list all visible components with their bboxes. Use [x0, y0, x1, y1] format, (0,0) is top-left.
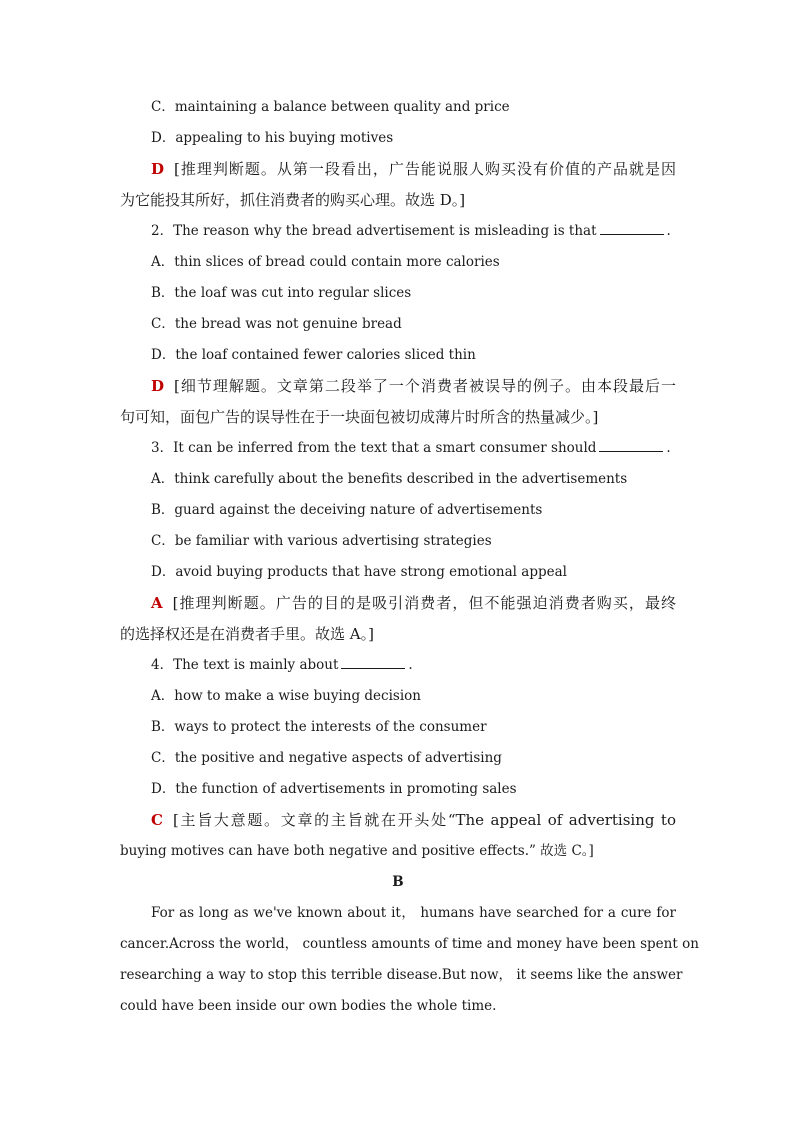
q3-explanation: [120, 588, 676, 619]
q3-stem: [120, 433, 676, 464]
q3-stem-text: 3．It can be inferred from the text that a smart consumer should: [151, 440, 597, 456]
q1-answer: D: [151, 160, 165, 178]
q4-option-a: A．how to make a wise buying decision: [151, 688, 421, 704]
q4-stem-period: .: [408, 657, 413, 673]
q2-stem-text: 2．The reason why the bread advertisement is misleading is that: [151, 223, 597, 239]
q2-option-d: D．the loaf contained fewer calories sliced thin: [151, 347, 476, 363]
q4-stem-text: 4．The text is mainly about: [151, 657, 339, 673]
q1-explanation-line2: 为它能投其所好，抓住消费者的购买心理。故选 D。]: [120, 191, 466, 209]
q2-option-c: C．the bread was not genuine bread: [151, 316, 402, 332]
q2-option-b: B．the loaf was cut into regular slices: [151, 285, 412, 301]
q4-explanation-line1: [主旨大意题。文章的主旨就在开头处“The appeal of advertising to: [172, 811, 676, 829]
q3-answer-blank: [599, 439, 663, 452]
q4-option-d: D．the function of advertisements in promoting sales: [151, 781, 517, 797]
paragraph-line-3: researching a way to stop this terrible disease.But now， it seems like the answer: [120, 967, 683, 983]
q4-option-b: B．ways to protect the interests of the consumer: [151, 719, 487, 735]
q4-answer-blank: [341, 656, 405, 669]
q4-explanation-line2: buying motives can have both negative and positive effects.” 故选 C。]: [120, 843, 594, 859]
document-page: [120, 92, 699, 1022]
q3-stem-period: .: [666, 440, 671, 456]
paragraph-line-1: For as long as we've known about it， humans have searched for a cure for: [151, 905, 676, 921]
q2-stem: [120, 216, 676, 247]
q3-explanation-line2: 的选择权还是在消费者手里。故选 A。]: [120, 625, 374, 643]
q4-stem: [120, 650, 676, 681]
q4-explanation: [120, 805, 676, 836]
paragraph-line-4: could have been inside our own bodies the whole time.: [120, 998, 497, 1014]
q2-answer: D: [151, 377, 165, 395]
q1-option-d: D．appealing to his buying motives: [151, 130, 394, 146]
q2-explanation-line1: [细节理解题。文章第二段举了一个消费者被误导的例子。由本段最后一: [174, 377, 676, 395]
q3-answer: A: [151, 594, 163, 612]
q4-option-c: C．the positive and negative aspects of advertising: [151, 750, 502, 766]
q2-stem-period: .: [666, 223, 671, 239]
q1-option-c: C．maintaining a balance between quality and price: [151, 99, 510, 115]
q2-explanation-line2: 句可知，面包广告的误导性在于一块面包被切成薄片时所含的热量减少。]: [120, 408, 599, 426]
q3-option-a: A．think carefully about the benefits described in the advertisements: [151, 471, 628, 487]
q1-explanation-line1: [推理判断题。从第一段看出，广告能说服人购买没有价值的产品就是因: [174, 160, 676, 178]
q3-option-d: D．avoid buying products that have strong emotional appeal: [151, 564, 567, 580]
q2-answer-blank: [600, 222, 664, 235]
q3-option-c: C．be familiar with various advertising strategies: [151, 533, 492, 549]
q2-option-a: A．thin slices of bread could contain more calories: [151, 254, 500, 270]
q1-explanation: [120, 154, 676, 185]
q3-option-b: B．guard against the deceiving nature of advertisements: [151, 502, 543, 518]
paragraph-line-2: cancer.Across the world， countless amounts of time and money have been spent on: [120, 936, 699, 952]
q3-explanation-line1: [推理判断题。广告的目的是吸引消费者，但不能强迫消费者购买，最终: [172, 594, 676, 612]
section-b-paragraph: [120, 898, 699, 1022]
q2-explanation: [120, 371, 676, 402]
section-heading: B: [392, 874, 404, 890]
q4-answer: C: [151, 811, 163, 829]
